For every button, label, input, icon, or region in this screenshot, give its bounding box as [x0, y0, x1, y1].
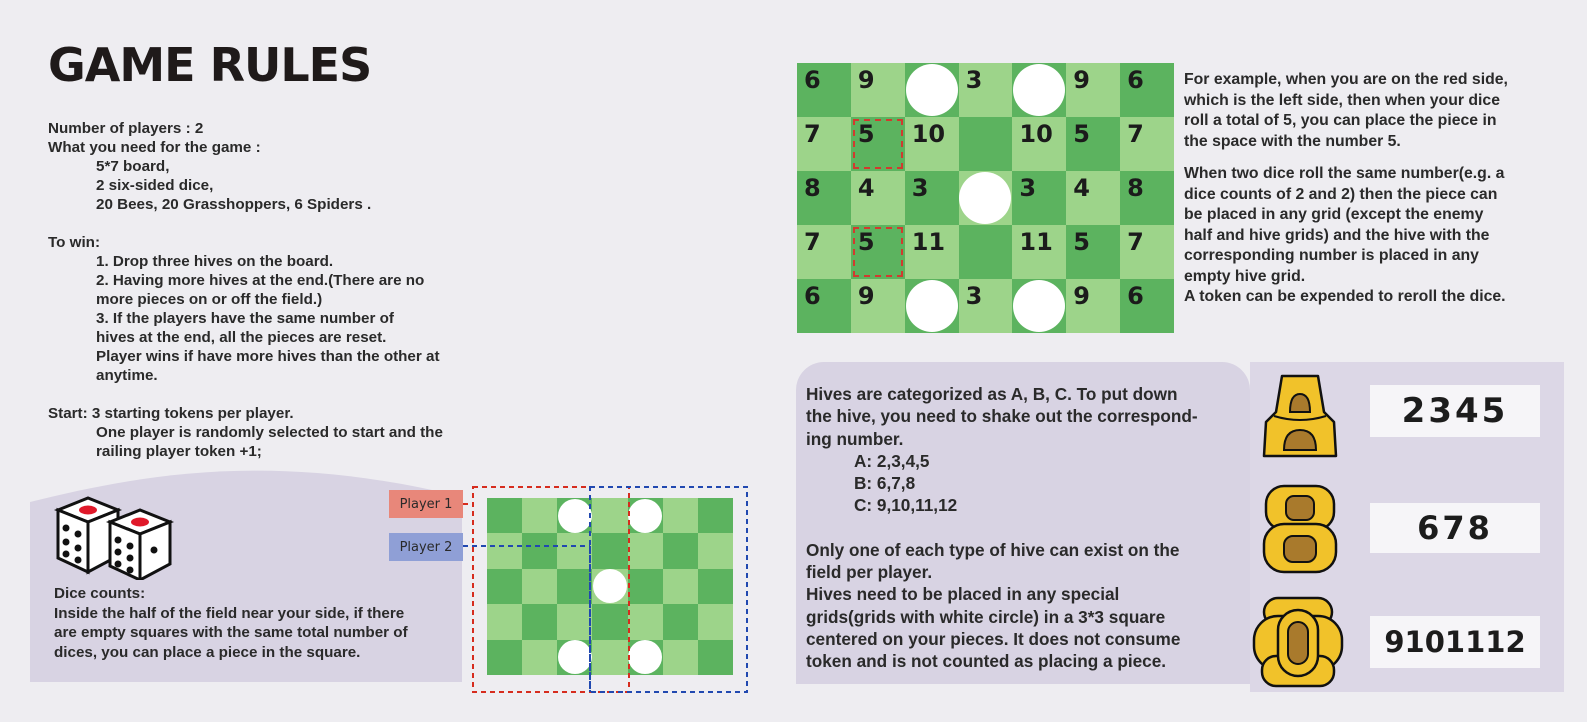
hive-grid-circle [959, 172, 1011, 224]
cell-number: 3 [911, 174, 929, 202]
dice-icon [50, 490, 180, 580]
board-cell[interactable] [905, 63, 959, 117]
cell-number: 4 [1073, 174, 1090, 202]
game-board [797, 63, 1174, 333]
board-cell[interactable] [1012, 225, 1066, 279]
hive-category-a: A: 2,3,4,5 [854, 450, 930, 471]
cell-number: 3 [965, 66, 983, 94]
cell-number: 9 [1073, 282, 1090, 310]
cell-number: 4 [857, 174, 875, 202]
hive-grid-circle [906, 280, 958, 332]
need-item: 2 six-sided dice, [96, 177, 214, 194]
board-cell[interactable] [851, 171, 905, 225]
board-cell[interactable] [905, 279, 959, 333]
hive-a-icon [1260, 372, 1340, 464]
board-cell[interactable] [1066, 279, 1120, 333]
cell-number: 10 [1019, 120, 1053, 148]
hive-intro-line: the hive, you need to shake out the correspond- [806, 406, 1198, 427]
cell-number: 9 [1073, 66, 1090, 94]
cell-number: 6 [1127, 282, 1144, 310]
board-cell[interactable] [1012, 63, 1066, 117]
hive-rule-line: centered on your pieces. It does not consume [806, 628, 1181, 649]
cell-number: 5 [857, 120, 875, 148]
board-cell[interactable] [1120, 117, 1174, 171]
win-title: To win: [48, 234, 101, 251]
cell-number: 8 [804, 174, 821, 202]
board-cell[interactable] [1120, 171, 1174, 225]
board-cell[interactable] [1066, 225, 1120, 279]
hive-intro-line: Hives are categorized as A, B, C. To put down [806, 384, 1178, 404]
win-item: more pieces on or off the field.) [96, 291, 323, 308]
board-cell[interactable] [797, 171, 851, 225]
hive-category-c: C: 9,10,11,12 [854, 495, 958, 516]
example-line: half and hive grids) and the hive with the [1184, 226, 1490, 244]
hive-b-numbers: 678 [1370, 503, 1540, 553]
player-1-tag: Player 1 [389, 490, 463, 518]
board-cell[interactable] [1066, 117, 1120, 171]
board-cell[interactable] [959, 279, 1013, 333]
hive-intro-line: ing number. [806, 428, 904, 449]
board-cell[interactable] [1066, 63, 1120, 117]
example-line: When two dice roll the same number(e.g. a [1184, 165, 1505, 182]
page-title: GAME RULES [48, 38, 372, 92]
player-2-tag: Player 2 [389, 533, 463, 561]
board-cell[interactable] [797, 63, 851, 117]
board-cell[interactable] [905, 171, 959, 225]
example-line: be placed in any grid (except the enemy [1184, 206, 1484, 223]
board-cell[interactable] [905, 225, 959, 279]
hive-grid-circle [906, 64, 958, 116]
cell-number: 3 [965, 282, 983, 310]
cell-number: 5 [1073, 228, 1090, 256]
example-line: which is the left side, then when your dice [1184, 91, 1500, 109]
example-line: dice counts of 2 and 2) then the piece can [1184, 185, 1498, 203]
board-cell[interactable] [851, 225, 905, 279]
example-line: roll a total of 5, you can place the piece in [1184, 112, 1497, 129]
hive-a-numbers: 2345 [1370, 385, 1540, 437]
cell-number: 11 [911, 228, 946, 256]
player-halves-overlay [460, 480, 755, 700]
need-item: 5*7 board, [96, 158, 170, 175]
win-item: hives at the end, all the pieces are reset. [96, 329, 387, 346]
board-cell[interactable] [959, 117, 1013, 171]
board-cell[interactable] [959, 171, 1013, 225]
example-line: corresponding number is placed in any [1184, 247, 1479, 264]
hive-rule-line: field per player. [806, 562, 933, 583]
example-text [1184, 70, 1554, 308]
board-cell[interactable] [851, 117, 905, 171]
cell-number: 7 [1127, 120, 1144, 148]
example-line: the space with the number 5. [1184, 132, 1401, 150]
win-item: 3. If the players have the same number of [96, 310, 394, 327]
start-line: Start: 3 starting tokens per player. [48, 405, 294, 422]
board-cell[interactable] [1120, 63, 1174, 117]
dice-counts-line: Inside the half of the field near your side, if there [54, 604, 405, 622]
board-cell[interactable] [797, 279, 851, 333]
need-title: What you need for the game : [48, 139, 261, 156]
start-item: railing player token +1; [96, 443, 262, 460]
dice-counts-title: Dice counts: [54, 585, 146, 602]
win-item: Player wins if have more hives than the other at [96, 348, 440, 365]
cell-number: 9 [857, 66, 875, 94]
hive-c-icon [1252, 594, 1344, 690]
cell-number: 6 [804, 66, 821, 94]
board-cell[interactable] [851, 279, 905, 333]
cell-number: 9 [857, 282, 875, 310]
dice-counts-line: are empty squares with the same total number of [54, 624, 408, 641]
board-cell[interactable] [1066, 171, 1120, 225]
example-line: empty hive grid. [1184, 267, 1306, 285]
board-cell[interactable] [851, 63, 905, 117]
hive-rules-text [806, 383, 1236, 673]
board-cell[interactable] [797, 117, 851, 171]
players-line: Number of players : 2 [48, 120, 204, 137]
example-line: For example, when you are on the red side, [1184, 71, 1508, 88]
hive-category-b: B: 6,7,8 [854, 473, 916, 494]
board-cell[interactable] [1012, 279, 1066, 333]
hive-c-numbers: 9101112 [1370, 616, 1540, 668]
hive-b-icon [1260, 484, 1340, 576]
hive-grid-circle [1013, 64, 1065, 116]
board-cell[interactable] [959, 63, 1013, 117]
highlight-cell-outline [853, 119, 903, 169]
hive-rule-line: Hives need to be placed in any special [806, 584, 1120, 605]
board-cell[interactable] [1012, 117, 1066, 171]
dice-counts-line: dices, you can place a piece in the square. [54, 643, 361, 661]
example-line: A token can be expended to reroll the dice. [1184, 288, 1506, 305]
board-cell[interactable] [1120, 279, 1174, 333]
cell-number: 6 [1127, 66, 1144, 94]
cell-number: 5 [857, 228, 875, 256]
cell-number: 7 [804, 120, 821, 148]
cell-number: 7 [804, 228, 821, 256]
cell-number: 5 [1073, 120, 1090, 148]
dice-counts-text [54, 584, 454, 662]
cell-number: 6 [804, 282, 821, 310]
start-item: One player is randomly selected to start and the [96, 424, 443, 441]
hive-rule-line: token and is not counted as placing a piece. [806, 651, 1167, 672]
rules-block [48, 119, 488, 461]
win-item: 2. Having more hives at the end.(There are no [96, 272, 425, 289]
highlight-cell-outline [853, 227, 903, 277]
board-cell[interactable] [959, 225, 1013, 279]
hive-rule-line: Only one of each type of hive can exist on the [806, 539, 1180, 560]
cell-number: 11 [1019, 228, 1053, 256]
win-item: anytime. [96, 367, 158, 384]
hive-grid-circle [1013, 280, 1065, 332]
board-cell[interactable] [797, 225, 851, 279]
cell-number: 7 [1127, 228, 1144, 256]
cell-number: 10 [911, 120, 946, 148]
hive-rule-line: grids(grids with white circle) in a 3*3 square [806, 606, 1166, 627]
board-cell[interactable] [905, 117, 959, 171]
need-item: 20 Bees, 20 Grasshoppers, 6 Spiders . [96, 196, 372, 213]
win-item: 1. Drop three hives on the board. [96, 253, 334, 270]
board-cell[interactable] [1012, 171, 1066, 225]
board-cell[interactable] [1120, 225, 1174, 279]
cell-number: 3 [1019, 174, 1037, 202]
cell-number: 8 [1127, 174, 1144, 202]
